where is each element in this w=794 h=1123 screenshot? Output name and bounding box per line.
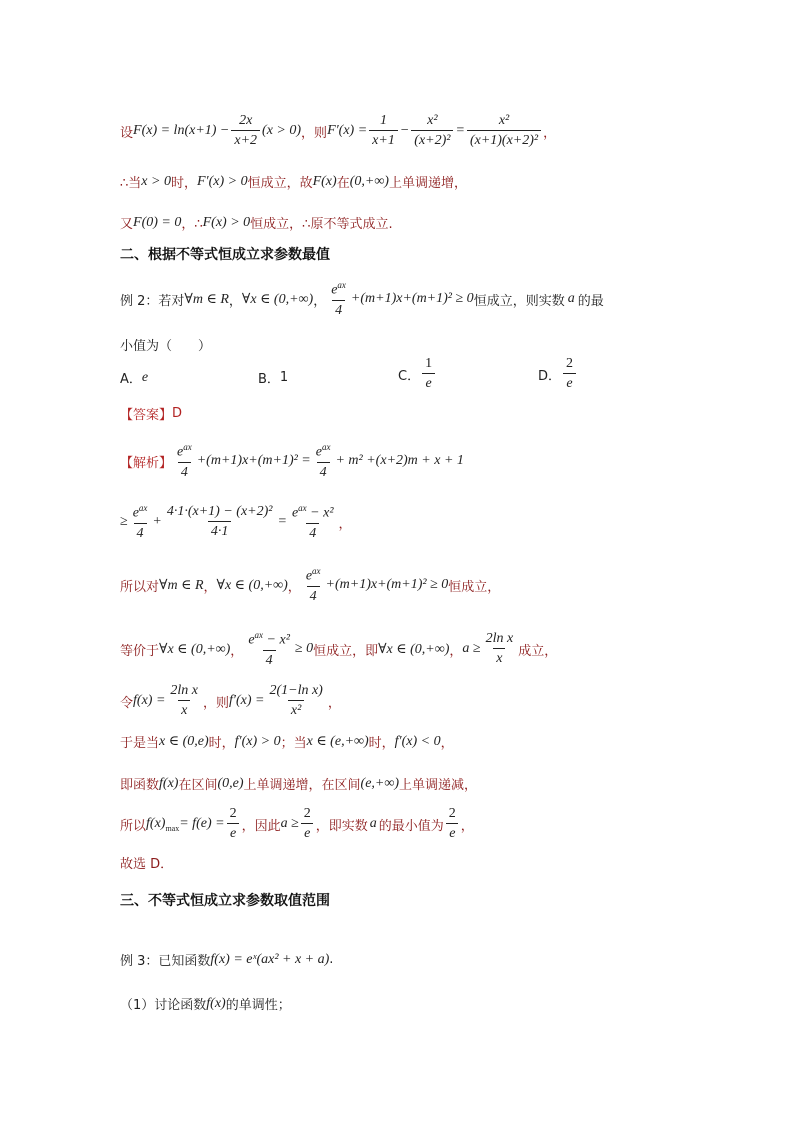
formula: ∀m ∈ R <box>159 577 204 593</box>
fraction: $\frac{e^{ax}}{4}$ <box>305 566 321 604</box>
text: ， <box>543 125 557 141</box>
formula: ∀x ∈ (0,+∞) <box>378 641 450 657</box>
formula: (0,e) <box>217 775 244 791</box>
fraction: $\frac{\text{2ln x}}{x}$ <box>485 631 514 667</box>
formula: a ≥ <box>462 641 481 657</box>
formula: a <box>369 816 377 832</box>
formula: f(x) <box>206 995 226 1011</box>
formula: − <box>399 123 410 139</box>
fraction: $\frac{\text{x²}}{\text{(x+1)(x+2)²}}$ <box>467 113 541 149</box>
example-2 <box>120 280 734 319</box>
text: 恒成立，则实数 <box>473 293 565 309</box>
line-2 <box>120 172 734 191</box>
text: ，则 <box>301 125 328 141</box>
text: ，∴ <box>181 217 203 232</box>
text: （1）讨论函数 <box>120 998 207 1013</box>
text: 即函数 <box>120 778 160 793</box>
text: 的单调性； <box>225 998 291 1013</box>
text: 又 <box>120 217 134 232</box>
formula: = <box>277 514 287 530</box>
formula: F(x) <box>312 173 337 189</box>
text: ，则 <box>203 695 230 711</box>
formula: + <box>152 514 162 530</box>
section-heading-3: 三、不等式恒成立求参数取值范围 <box>120 893 330 909</box>
formula: F(0) = 0 <box>133 214 182 230</box>
fraction: $\frac{e^{ax} - x^2}{4}$ <box>248 630 290 668</box>
option-d[interactable] <box>538 356 578 392</box>
option-b[interactable] <box>258 368 288 387</box>
text: 令 <box>120 695 134 711</box>
text: 的最 <box>577 293 604 309</box>
option-label: A． <box>120 372 142 387</box>
answer-value: D <box>172 406 183 421</box>
text: 等价于 <box>120 643 160 659</box>
text: 上单调递减， <box>399 778 478 793</box>
solution-line-2 <box>120 503 734 542</box>
solution-line-3 <box>120 566 734 605</box>
formula: + m² +(x+2)m + x + 1 <box>335 453 464 469</box>
text: 所以对 <box>120 579 160 595</box>
text: 设 <box>120 125 134 141</box>
fraction: $\frac{\text{4·1·(x+1) − (x+2)²}}{4\cdot 1}$ <box>166 504 273 540</box>
formula: ∀x ∈ (0,+∞) <box>216 577 288 593</box>
fraction: $\frac{e^{ax}}{4}$ <box>315 442 331 480</box>
fraction: $\frac{e^{ax}}{4}$ <box>331 280 346 318</box>
fraction: $\frac{\text{x²}}{\text{(x+2)²}}$ <box>411 113 453 149</box>
text: 在区间 <box>178 778 218 793</box>
line-3 <box>120 213 734 232</box>
formula: x ∈ (0,e) <box>159 734 209 749</box>
text: 上单调递增，在区间 <box>243 778 361 793</box>
formula: f′(x) < 0 <box>394 733 441 749</box>
text: ， <box>338 516 352 532</box>
formula: = f(e) = <box>179 816 225 832</box>
fraction: $\frac{\text{2ln x}}{x}$ <box>170 683 198 719</box>
formula: $f(x)_{max}$ <box>146 815 180 833</box>
formula: a ≥ <box>280 816 299 832</box>
solution-line-4 <box>120 630 734 669</box>
text: . <box>329 952 334 967</box>
example-3 <box>120 950 734 969</box>
example-2-continued: 小值为（ ） <box>120 339 212 354</box>
fraction: $\frac{2}{e}$ <box>446 806 459 842</box>
text: 恒成立， <box>448 579 501 595</box>
formula: ∀m ∈ R <box>184 291 229 307</box>
solution-line-6 <box>120 732 734 751</box>
formula: f(x) <box>159 775 179 791</box>
formula: f(x) = eˣ(ax² + x + a) <box>210 951 330 967</box>
fraction: $\frac{e^{ax}}{4}$ <box>132 503 148 541</box>
formula: ≥ 0 <box>294 641 314 657</box>
example-3-question-1 <box>120 994 734 1013</box>
text: 恒成立，故 <box>247 176 313 191</box>
text: ∴当 <box>120 176 142 191</box>
text: 所以 <box>120 818 147 834</box>
text: 的最小值为 <box>378 818 444 834</box>
option-label: D． <box>538 368 562 384</box>
formula: f′(x) = <box>229 693 265 709</box>
solution-line-5 <box>120 683 734 719</box>
solution-line-1 <box>120 442 734 481</box>
text: ， <box>449 643 463 659</box>
formula: F′(x) = <box>327 123 368 139</box>
option-label: C． <box>398 368 421 384</box>
option-value: e <box>141 369 149 385</box>
formula: +(m+1)x+(m+1)² ≥ 0 <box>350 291 474 307</box>
formula: ≥ <box>120 514 128 530</box>
formula: F(x) > 0 <box>202 214 251 230</box>
text: 上单调递增， <box>388 176 467 191</box>
formula: (0,+∞) <box>349 173 389 189</box>
option-value: $\frac{1}{e}$ <box>422 356 435 392</box>
text: 时， <box>170 176 197 191</box>
text: ， <box>313 293 327 309</box>
fraction: $\frac{1}{x+1}$ <box>369 113 398 149</box>
text: ；当 <box>280 736 307 751</box>
option-a[interactable] <box>120 368 148 387</box>
formula: x ∈ (e,+∞) <box>306 734 369 749</box>
section-heading-2: 二、根据不等式恒成立求参数最值 <box>120 247 330 263</box>
solution-line-8 <box>120 806 734 842</box>
solution-tag: 【解析】 <box>120 455 173 471</box>
text: ， <box>440 736 454 751</box>
formula: f(x) = <box>133 693 166 709</box>
option-value: $\frac{2}{e}$ <box>563 356 576 392</box>
text: 恒成立，即 <box>313 643 379 659</box>
text: 例 2：若对 <box>120 293 185 309</box>
text: ， <box>327 695 341 711</box>
formula: (e,+∞) <box>360 775 399 791</box>
fraction: $\frac{2}{e}$ <box>227 806 240 842</box>
formula: f′(x) > 0 <box>234 733 281 749</box>
text: 时， <box>368 736 395 751</box>
text: ，因此 <box>241 818 281 834</box>
fraction: $\frac{2}{e}$ <box>301 806 314 842</box>
text: ， <box>230 643 244 659</box>
fraction: $\frac{e^{ax} - x^2}{4}$ <box>291 503 334 541</box>
formula: x > 0 <box>141 173 171 189</box>
line-1 <box>120 113 734 149</box>
formula: F(x) = ln(x+1) − <box>133 123 230 139</box>
text: ， <box>287 579 301 595</box>
formula: a <box>567 291 575 307</box>
formula: = <box>455 123 465 139</box>
solution-line-7 <box>120 774 734 793</box>
formula: ∀x ∈ (0,+∞) <box>159 641 231 657</box>
fraction: $\frac{e^{ax}}{4}$ <box>177 442 192 480</box>
text: 时， <box>208 736 235 751</box>
text: ， <box>460 818 474 834</box>
option-label: B． <box>258 372 280 387</box>
answer-tag: 【答案】 <box>120 408 173 423</box>
text: ， <box>228 293 242 309</box>
option-value: 1 <box>279 370 289 385</box>
fraction: $\frac{2x}{x+2}$ <box>231 113 260 149</box>
formula: (x > 0) <box>262 123 302 139</box>
fraction: $\frac{\text{2(1−ln x)}}{\text{x²}}$ <box>269 683 323 719</box>
text: 例 3：已知函数 <box>120 954 211 969</box>
solution-line-9: 故选 D． <box>120 857 174 872</box>
formula: ∀x ∈ (0,+∞) <box>241 291 314 307</box>
text: ， <box>203 579 217 595</box>
option-c[interactable] <box>398 356 437 392</box>
answer-line <box>120 404 734 423</box>
formula: +(m+1)x+(m+1)² ≥ 0 <box>325 577 449 593</box>
text: 于是当 <box>120 736 160 751</box>
text: 在 <box>336 176 350 191</box>
text: 成立， <box>518 643 558 659</box>
formula: +(m+1)x+(m+1)² = <box>196 453 311 469</box>
text: ，即实数 <box>315 818 368 834</box>
text: 恒成立，∴原不等式成立. <box>250 217 393 232</box>
formula: F′(x) > 0 <box>196 173 248 189</box>
